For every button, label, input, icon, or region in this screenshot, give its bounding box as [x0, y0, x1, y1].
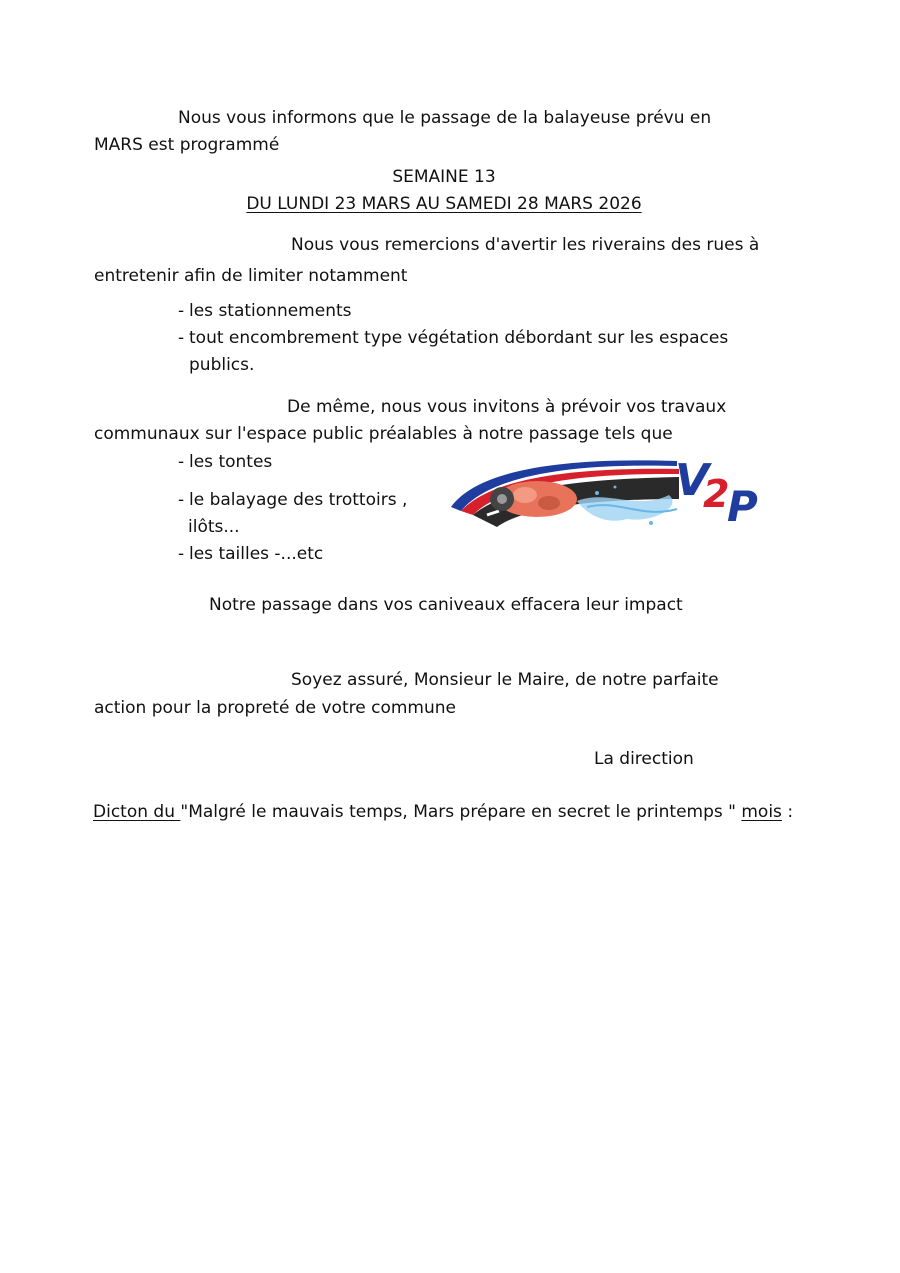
svg-text:P: P: [727, 482, 758, 531]
works-list-item: - les tailles -...etc: [178, 544, 324, 564]
dates-heading: DU LUNDI 23 MARS AU SAMEDI 28 MARS 2026: [246, 194, 642, 214]
bullet-dash: -: [178, 544, 185, 564]
bullet-dash: -: [178, 452, 185, 472]
dicton-quote: "Malgré le mauvais temps, Mars prépare en secret le printemps ": [180, 802, 742, 822]
intro-line-2: MARS est programmé: [94, 135, 280, 155]
closing-line-2: action pour la propreté de votre commune: [94, 698, 456, 718]
request-list-item-continued: publics.: [189, 355, 255, 375]
works-line-1: De même, nous vous invitons à prévoir vos travaux: [287, 397, 727, 417]
works-list-item-continued: ilôts...: [188, 517, 240, 537]
week-heading: SEMAINE 13: [392, 167, 496, 187]
signature: La direction: [594, 749, 694, 769]
works-line-2: communaux sur l'espace public préalables à notre passage tels que: [94, 424, 673, 444]
works-list-item: - les tontes: [178, 452, 273, 472]
bullet-dash: -: [178, 490, 185, 510]
bullet-dash: -: [178, 328, 185, 348]
v2p-logo: [447, 449, 769, 537]
request-list-item: - les stationnements: [178, 301, 352, 321]
dicton-label: Dicton du: [93, 802, 181, 822]
request-list-item: - tout encombrement type végétation débordant sur les espaces: [178, 328, 729, 348]
intro-line-1: Nous vous informons que le passage de la balayeuse prévu en: [178, 108, 712, 128]
dicton-end: :: [781, 802, 794, 822]
request-line-1: Nous vous remercions d'avertir les riverains des rues à: [291, 235, 760, 255]
request-line-2: entretenir afin de limiter notamment: [94, 266, 408, 286]
svg-text:2: 2: [703, 472, 730, 516]
impact-sentence: Notre passage dans vos caniveaux effacera leur impact: [209, 595, 683, 615]
svg-text:V: V: [675, 455, 710, 506]
closing-line-1: Soyez assuré, Monsieur le Maire, de notre parfaite: [291, 670, 719, 690]
dicton-month: mois: [741, 802, 782, 822]
dicton: [93, 801, 793, 823]
works-list-item: - le balayage des trottoirs ,: [178, 490, 408, 510]
logo-letters: [675, 455, 758, 531]
bullet-dash: -: [178, 301, 185, 321]
